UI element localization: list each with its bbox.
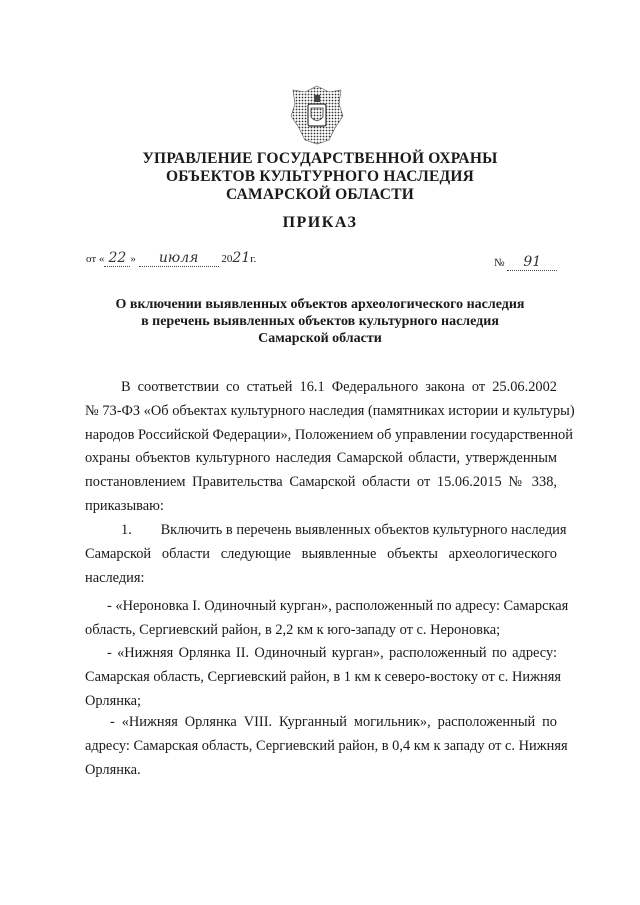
date-suffix: г. <box>250 253 257 265</box>
order-subject <box>0 296 640 347</box>
text-line: - «Нижняя Орлянка VIII. Курганный могильник», расположенный по <box>110 714 557 730</box>
preamble-paragraph <box>85 376 575 519</box>
text-line: наследия: <box>85 569 145 586</box>
text-line: Орлянка. <box>85 761 141 778</box>
text-line: № 73-ФЗ «Об объектах культурного наследия (памятниках истории и культуры) <box>85 402 575 419</box>
text-line: - «Нероновка I. Одиночный курган», расположенный по адресу: Самарская <box>107 598 569 614</box>
text-line: охраны объектов культурного наследия Самарской области, утвержденным <box>85 450 557 467</box>
subject-line-1: О включении выявленных объектов археологического наследия <box>115 297 525 312</box>
date-month: июля <box>158 250 199 266</box>
object-2-paragraph <box>85 642 561 713</box>
object-1-paragraph <box>85 595 569 643</box>
order-date <box>86 250 256 267</box>
subject-line-3: Самарской области <box>258 331 382 346</box>
text-line: Орлянка; <box>85 692 142 709</box>
date-day: 22 <box>108 250 127 266</box>
object-3-paragraph <box>85 711 568 782</box>
order-number <box>494 254 557 271</box>
text-line: Самарская область, Сергиевский район, в 1 км к северо-востоку от с. Нижняя <box>85 668 561 685</box>
document-type-heading: ПРИКАЗ <box>282 214 358 231</box>
date-year: 21 <box>232 250 251 266</box>
text-line: 1. Включить в перечень выявленных объектов культурного наследия <box>121 522 567 538</box>
text-line: В соответствии со статьей 16.1 Федерального закона от 25.06.2002 <box>121 379 557 395</box>
text-line: - «Нижняя Орлянка II. Одиночный курган», расположенный по адресу: <box>107 645 557 661</box>
number-prefix: № <box>494 257 505 269</box>
date-prefix: от « <box>86 253 105 265</box>
item-1-paragraph <box>85 519 567 590</box>
text-line: Самарской области следующие выявленные объекты археологического <box>85 545 557 562</box>
org-name-line-2: ОБЪЕКТОВ КУЛЬТУРНОГО НАСЛЕДИЯ <box>165 168 475 185</box>
number-value: 91 <box>523 254 542 270</box>
text-line: область, Сергиевский район, в 2,2 км к юго-западу от с. Нероновка; <box>85 621 501 638</box>
text-line: постановлением Правительства Самарской области от 15.06.2015 № 338, <box>85 474 557 491</box>
date-year-prefix: 20 <box>221 253 233 265</box>
org-name-line-3: САМАРСКОЙ ОБЛАСТИ <box>225 186 414 203</box>
text-line: народов Российской Федерации», Положением об управлении государственной <box>85 426 573 443</box>
coat-of-arms-emblem <box>289 84 345 146</box>
text-line: адресу: Самарская область, Сергиевский район, в 0,4 км к западу от с. Нижняя <box>85 737 568 754</box>
subject-line-2: в перечень выявленных объектов культурного наследия <box>141 314 499 329</box>
text-line: приказываю: <box>85 497 164 514</box>
org-name-line-1: УПРАВЛЕНИЕ ГОСУДАРСТВЕННОЙ ОХРАНЫ <box>142 150 498 167</box>
date-mid: » <box>130 253 136 265</box>
